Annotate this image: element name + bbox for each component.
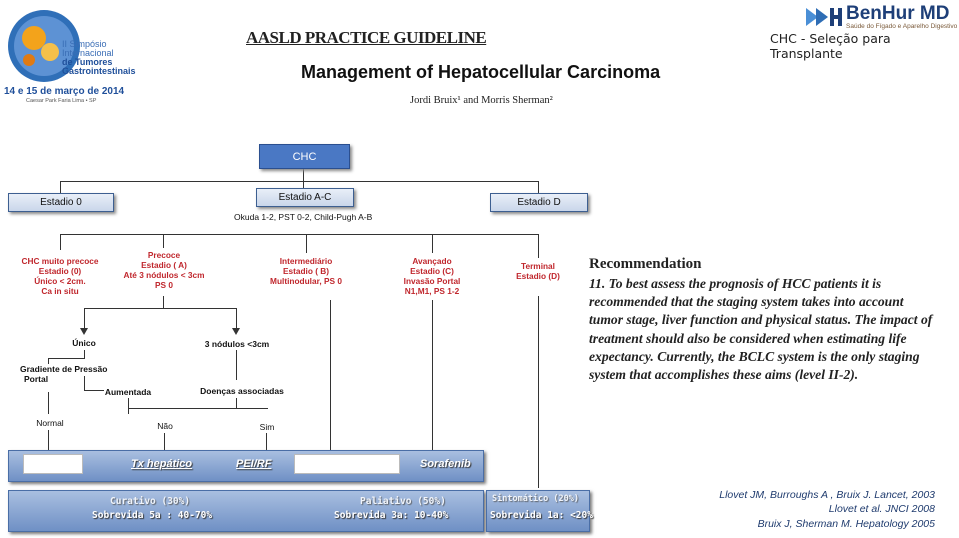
connector-normal [48,392,49,414]
no-label: Não [157,421,173,431]
symptomatic-survival-label: Sobrevida 1a: <20% [490,510,593,521]
connector-unico-down [84,308,85,330]
stage-d-label: Estadio D [517,197,561,208]
treatment-blank-2 [294,454,400,474]
reference-1: Llovet JM, Burroughs A , Bruix J. Lancet, 2003 [719,489,935,501]
symposium-dates: 14 e 15 de março de 2014 [4,86,125,97]
connector-inter-long [330,300,331,450]
curative-ghost-label: Curativo (30%) [110,496,191,507]
intermediate-line2: Estadio ( B) [282,266,330,276]
recommendation-block [589,256,939,384]
connector-stageD-down [538,181,539,193]
portal-pressure-line1: Gradiente de Pressão [20,364,108,374]
connector-col5-down [538,234,539,258]
connector-col4-down [432,234,433,253]
connector-3nod-down [236,308,237,330]
stage-d-box [490,193,588,212]
recommendation-body: 11. To best assess the prognosis of HCC patients it is recommended that the staging system takes into account tumor stage, liver function and physical status. The impact of treatment should also be considered when estimating life expectancy. Currently, the BCLC system is the only staging system that accomplishes these aims (level II-2). [589,276,933,383]
guideline-authors: Jordi Bruix¹ and Morris Sherman² [410,95,553,106]
curative-survival-label: Sobrevida 5a : 40-70% [92,510,213,521]
very-early-line2: Estadio (0) [38,266,82,276]
portal-pressure-label [6,364,122,384]
stage-0-label: Estadio 0 [40,197,82,208]
connector-col2-down [163,234,164,248]
connector-early-down [163,296,164,308]
guideline-title: Management of Hepatocellular Carcinoma [301,62,661,82]
connector-stageAC-down [303,181,304,188]
early-line2: Estadio ( A) [141,260,187,270]
very-early-line3: Único < 2cm. [34,276,86,286]
very-early-text [8,256,112,296]
intermediate-text [254,256,358,286]
advanced-line4: N1,M1, PS 1-2 [404,286,460,296]
recommendation-title: Recommendation [589,256,702,272]
benhur-logo-icon [806,6,844,33]
connector-pressure-right [84,376,85,390]
early-line1: Precoce [147,250,181,260]
increased-label: Aumentada [104,387,152,397]
brand-name: BenHur MD [846,3,950,24]
pei-rf-label: PEI/RF [236,458,272,470]
stage-0-box [8,193,114,212]
stage-ac-box [256,188,354,207]
connector-increased-h [84,390,104,391]
connector-stage-horizontal [60,181,538,182]
connector-col3-down [306,234,307,253]
arrow-3nod [232,328,240,335]
portal-pressure-line2: Portal [24,374,49,384]
treatment-blank-1 [23,454,83,474]
palliative-ghost-label: Paliativo (50%) [360,496,446,507]
advanced-text [380,256,484,296]
early-line4: PS 0 [155,280,173,290]
terminal-line1: Terminal [521,261,555,271]
intermediate-line1: Intermediário [279,256,333,266]
connector-column-horizontal [60,234,538,235]
symposium-line1: II Simpósio [62,39,107,49]
arrow-unico [80,328,88,335]
connector-col1-down [60,234,61,250]
connector-nao-sim-h [128,408,268,409]
stage-ac-label: Estadio A-C [278,192,332,203]
symposium-line2: Internacional [62,48,114,58]
palliative-survival-label: Sobrevida 3a: 10-40% [334,510,449,521]
connector-3nod-to-assoc [236,350,237,380]
connector-to-resection [48,430,49,450]
very-early-line1: CHC muito precoce [21,256,99,266]
chc-root-label: CHC [292,150,317,163]
guideline-label: AASLD PRACTICE GUIDELINE [246,28,487,47]
tx-hepatico-label: Tx hepático [131,458,193,470]
advanced-line2: Estadio (C) [410,266,454,276]
reference-2: Llovet et al. JNCI 2008 [828,503,935,515]
brand-subtitle: Saúde do Fígado e Aparelho Digestivo [846,23,958,30]
symposium-line3: de Tumores [62,57,113,67]
connector-term-long [538,296,539,488]
stage-ac-criteria: Okuda 1-2, PST 0-2, Child-Pugh A-B [234,212,373,222]
reference-3: Bruix J, Sherman M. Hepatology 2005 [757,518,935,530]
terminal-text [486,261,590,281]
advanced-line3: Invasão Portal [403,276,461,286]
connector-single-down [84,350,85,358]
three-nodules-label: 3 nódulos <3cm [204,339,270,349]
early-line3: Até 3 nódulos < 3cm [123,270,205,280]
connector-single-left [48,358,85,359]
chc-root-box [259,144,350,169]
terminal-line2: Estadio (D) [516,271,560,281]
normal-label: Normal [36,418,64,428]
symposium-line4: Gastrointestinais [62,66,136,76]
associated-diseases-label: Doenças associadas [200,386,284,396]
connector-assoc-down [236,398,237,408]
connector-early-split [84,308,236,309]
connector-stage0-down [60,181,61,193]
connector-to-tx [164,433,165,450]
symptomatic-ghost-label: Sintomático (20%) [492,494,579,504]
connector-increased-down [128,398,129,414]
symposium-venue: Caesar Park Faria Lima • SP [26,98,97,104]
connector-to-pei [266,433,267,450]
slide-title: CHC - Seleção para Transplante [770,31,891,61]
connector-root-down [303,167,304,181]
very-early-line4: Ca in situ [41,286,79,296]
symposium-logo [4,8,140,104]
intermediate-line3: Multinodular, PS 0 [270,276,342,286]
sorafenib-label: Sorafenib [420,458,471,470]
connector-adv-long [432,300,433,450]
yes-label: Sim [259,422,275,432]
single-label: Único [72,338,96,348]
early-text [112,250,216,290]
advanced-line1: Avançado [412,256,452,266]
